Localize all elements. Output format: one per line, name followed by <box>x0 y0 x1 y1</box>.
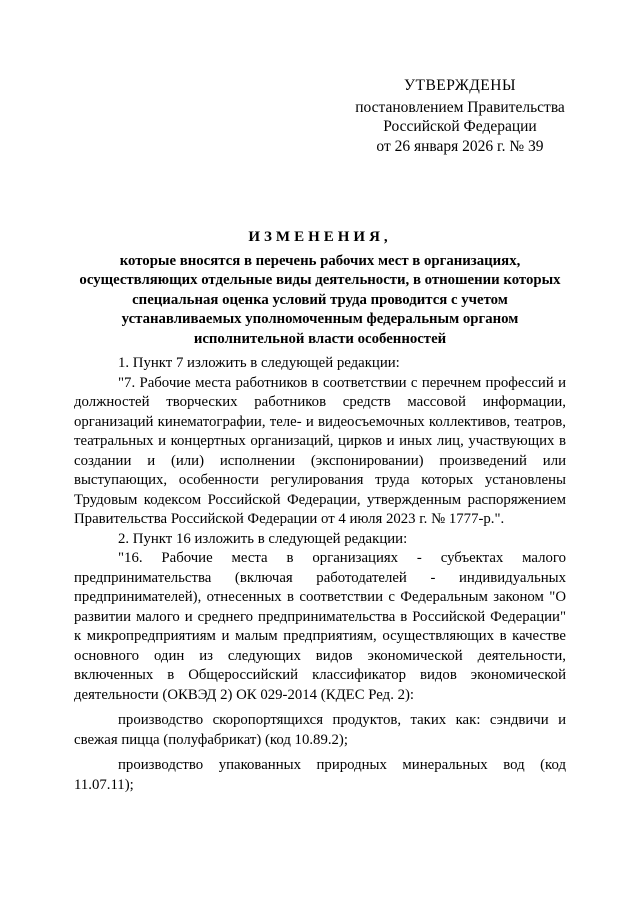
paragraph-list-item: производство упакованных природных минеральных вод (код 11.07.11); <box>74 757 566 793</box>
title-main: ИЗМЕНЕНИЯ, <box>248 229 392 245</box>
approval-line-1: постановлением Правительства <box>355 98 565 116</box>
document-body <box>74 354 566 795</box>
title-subtitle: которые вносятся в перечень рабочих мест в организациях, осуществляющих отдельные виды деятельности, в отношении которых специальная оценка условий труда проводится с учетом устанавливаемых уполномоченным федеральным органом исполнительной власти особенностей <box>79 252 561 347</box>
paragraph-quote-16: "16. Рабочие места в организациях - субъектах малого предпринимательства (включая работодателей - индивидуальных предпринимателей), отнесенных в соответствии с Федеральным законом "О развитии малого и среднего предпринимательства в Российской Федерации" к микропредприятиям и малым предприятиям, осуществляющих в качестве основного один из следующих видов экономической деятельности, включенных в Общероссийский классификатор видов экономической деятельности (ОКВЭД 2) ОК 029-2014 (КДЕС Ред. 2): <box>74 550 566 703</box>
paragraph-item-1: 1. Пункт 7 изложить в следующей редакции: <box>118 355 400 371</box>
approval-line-3: от 26 января 2026 г. № 39 <box>376 137 544 155</box>
paragraph-list-item: производство скоропортящихся продуктов, таких как: сэндвичи и свежая пицца (полуфабрикат) (код 10.89.2); <box>74 712 566 748</box>
paragraph-quote-7: "7. Рабочие места работников в соответствии с перечнем профессий и должностей творческих работников средств массовой информации, организаций кинематографии, теле- и видеосъемочных коллективов, театров, театральных и концертных организаций, цирков и иных лиц, участвующих в создании и (или) исполнении (экспонировании) произведений или выступающих, особенности регулирования труда которых установлены Трудовым кодексом Российской Федерации, утвержденным распоряжением Правительства Российской Федерации от 4 июля 2023 г. № 1777-р.". <box>74 374 566 527</box>
paragraph-item-2: 2. Пункт 16 изложить в следующей редакции: <box>118 530 408 547</box>
document-title <box>74 228 566 350</box>
approval-line-2: Российской Федерации <box>383 118 537 135</box>
approval-stamp <box>340 76 580 156</box>
approval-heading: УТВЕРЖДЕНЫ <box>404 77 516 94</box>
